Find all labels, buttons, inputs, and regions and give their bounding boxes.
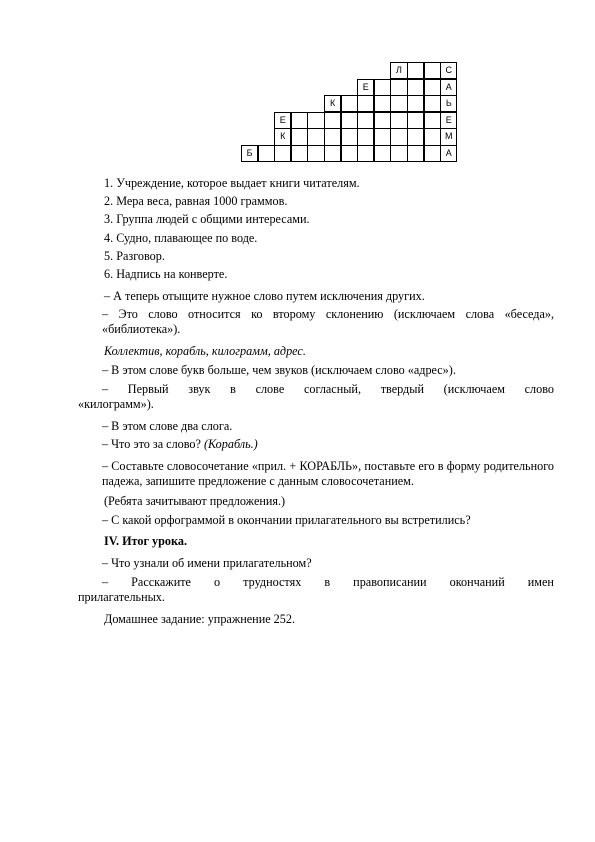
- paragraph-question: [102, 437, 550, 452]
- crossword-cell: [357, 128, 374, 145]
- crossword-cell: [324, 145, 341, 162]
- crossword-cell: Ь: [440, 95, 457, 112]
- paragraph-reading: (Ребята зачитывают предложения.): [104, 494, 286, 508]
- word-list: Коллектив, корабль, килограмм, адрес.: [104, 344, 306, 358]
- clue-2: 2. Мера веса, равная 1000 граммов.: [104, 194, 288, 208]
- crossword-cell: [258, 145, 275, 162]
- crossword-cell: [374, 95, 391, 112]
- word: слово: [524, 382, 554, 396]
- word: трудностях: [243, 575, 302, 589]
- crossword-cell: [374, 79, 391, 96]
- paragraph-difficulties-end: прилагательных.: [78, 590, 165, 604]
- crossword-cell: К: [274, 128, 291, 145]
- paragraph-letters: – В этом слове букв больше, чем звуков (исключаем слово «адрес»).: [102, 363, 456, 377]
- crossword-cell: [407, 128, 424, 145]
- word: твердый: [380, 382, 424, 396]
- crossword-cell: [341, 145, 358, 162]
- word: звук: [188, 382, 211, 396]
- clue-1: 1. Учреждение, которое выдает книги читателям.: [104, 176, 360, 190]
- paragraph-summary-question: – Что узнали об имени прилагательном?: [102, 556, 312, 570]
- paragraph-syllables: – В этом слове два слога.: [102, 419, 233, 433]
- crossword-cell: [424, 128, 441, 145]
- crossword-cell: [407, 145, 424, 162]
- crossword-cell: [291, 112, 308, 129]
- crossword-cell: А: [440, 145, 457, 162]
- crossword-cell: [341, 95, 358, 112]
- answer-text: (Корабль.): [203, 437, 258, 451]
- crossword-cell: [407, 79, 424, 96]
- crossword-cell: [357, 145, 374, 162]
- word: о: [214, 575, 221, 589]
- crossword-cell: А: [440, 79, 457, 96]
- crossword-cell: [357, 95, 374, 112]
- word: слове: [255, 382, 285, 396]
- paragraph-phrase-task: – Составьте словосочетание «прил. + КОРАБЛЬ», поставьте его в форму родительного падежа, запишите предложение с данным словосочетанием.: [102, 459, 554, 488]
- clue-5: 5. Разговор.: [104, 249, 165, 263]
- question-text: – Что это за слово?: [102, 437, 204, 451]
- crossword-cell: [424, 79, 441, 96]
- crossword-cell: Е: [440, 112, 457, 129]
- crossword-cell: [341, 112, 358, 129]
- crossword-cell: [390, 128, 407, 145]
- crossword-cell: [374, 112, 391, 129]
- crossword-cell: [407, 95, 424, 112]
- crossword-cell: С: [440, 62, 457, 79]
- word: –: [102, 382, 109, 396]
- word: согласный,: [303, 382, 362, 396]
- crossword-cell: [274, 145, 291, 162]
- crossword-cell: Л: [390, 62, 407, 79]
- crossword-cell: [291, 145, 308, 162]
- word: имен: [527, 575, 554, 589]
- section-heading: IV. Итог урока.: [104, 534, 187, 548]
- word: в: [230, 382, 236, 396]
- crossword-cell: [307, 112, 324, 129]
- clue-4: 4. Судно, плавающее по воде.: [104, 231, 258, 245]
- crossword-cell: [390, 95, 407, 112]
- word: (исключаем: [443, 382, 505, 396]
- paragraph-orthogram: – С какой орфограммой в окончании прилагательного вы встретились?: [102, 513, 471, 527]
- word: окончаний: [449, 575, 505, 589]
- crossword-cell: К: [324, 95, 341, 112]
- homework-line: Домашнее задание: упражнение 252.: [104, 612, 296, 626]
- paragraph-first-sound: [102, 382, 554, 397]
- crossword-cell: [374, 128, 391, 145]
- crossword-cell: [407, 112, 424, 129]
- paragraph-difficulties: [102, 575, 554, 590]
- crossword-cell: [307, 145, 324, 162]
- crossword-cell: [390, 79, 407, 96]
- crossword-cell: [424, 145, 441, 162]
- crossword-cell: [291, 128, 308, 145]
- word: –: [102, 575, 109, 589]
- paragraph-declension: – Это слово относится ко второму склонению (исключаем слова «беседа», «библиотека»).: [102, 307, 554, 336]
- crossword-cell: [424, 62, 441, 79]
- paragraph-instruction: – А теперь отыщите нужное слово путем исключения других.: [104, 289, 425, 303]
- word: в: [324, 575, 331, 589]
- crossword-cell: М: [440, 128, 457, 145]
- word: Первый: [127, 382, 169, 396]
- word: правописании: [353, 575, 427, 589]
- word: Расскажите: [131, 575, 191, 589]
- crossword-cell: [324, 112, 341, 129]
- crossword-cell: Е: [274, 112, 291, 129]
- crossword-cell: Б: [241, 145, 258, 162]
- paragraph-first-sound-end: «килограмм»).: [78, 397, 154, 411]
- crossword-cell: [424, 112, 441, 129]
- crossword-cell: [424, 95, 441, 112]
- clue-6: 6. Надпись на конверте.: [104, 267, 228, 281]
- crossword-cell: [390, 112, 407, 129]
- clue-3: 3. Группа людей с общими интересами.: [104, 212, 310, 226]
- crossword-cell: [357, 112, 374, 129]
- crossword-cell: [307, 128, 324, 145]
- crossword-cell: Е: [357, 79, 374, 96]
- crossword-cell: [341, 128, 358, 145]
- crossword-cell: [407, 62, 424, 79]
- crossword-cell: [390, 145, 407, 162]
- crossword-cell: [374, 145, 391, 162]
- crossword-cell: [324, 128, 341, 145]
